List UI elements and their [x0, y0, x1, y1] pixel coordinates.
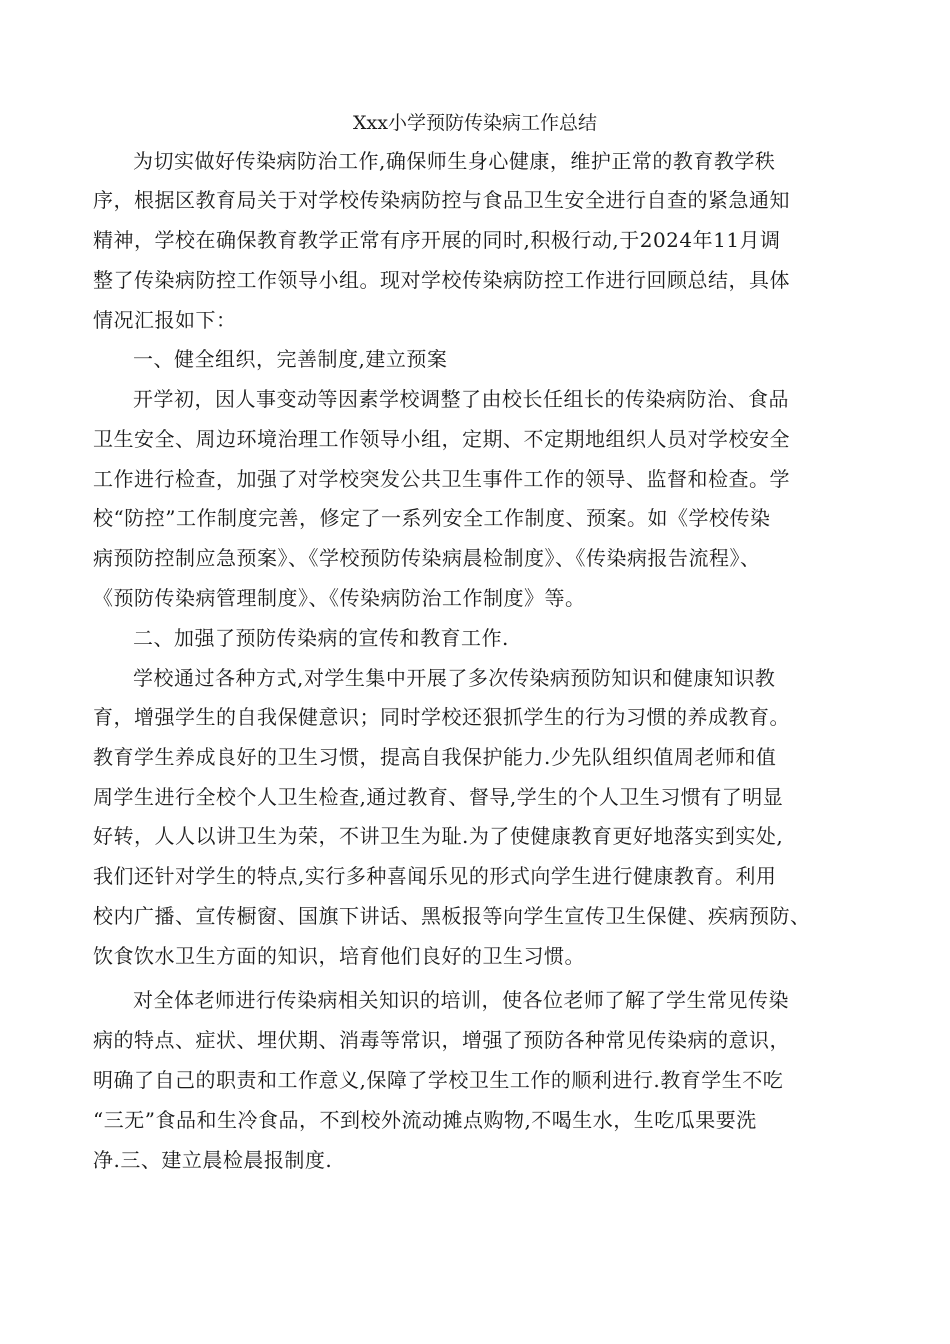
body-line: 我们还针对学生的特点,实行多种喜闻乐见的形式向学生进行健康教育。利用 [93, 864, 777, 888]
section-heading: 二、加强了预防传染病的宣传和教育工作. [133, 626, 509, 650]
document-title: Xxx小学预防传染病工作总结 [353, 112, 597, 134]
body-line: 学校通过各种方式,对学生集中开展了多次传染病预防知识和健康知识教 [133, 666, 776, 690]
body-line: 情况汇报如下： [93, 308, 237, 332]
body-line: 饮食饮水卫生方面的知识，培育他们良好的卫生习惯。 [93, 944, 585, 968]
body-line: 卫生安全、周边环境治理工作领导小组，定期、不定期地组织人员对学校安全 [93, 427, 790, 451]
body-line: 明确了自己的职责和工作意义,保障了学校卫生工作的顺利进行.教育学生不吃 [93, 1068, 784, 1092]
body-line: 校“防控”工作制度完善，修定了一系列安全工作制度、预案。如《学校传染 [93, 506, 771, 530]
section-heading: 一、健全组织，完善制度,建立预案 [133, 347, 448, 371]
body-line: 病的特点、症状、埋伏期、消毒等常识，增强了预防各种常见传染病的意识， [93, 1028, 790, 1052]
body-line: 教育学生养成良好的卫生习惯，提高自我保护能力.少先队组织值周老师和值 [93, 745, 777, 769]
body-line: 好转，人人以讲卫生为荣，不讲卫生为耻.为了使健康教育更好地落实到实处, [93, 824, 784, 848]
body-line: 序，根据区教育局关于对学校传染病防控与食品卫生安全进行自查的紧急通知 [93, 188, 790, 212]
body-line: 育，增强学生的自我保健意识；同时学校还狠抓学生的行为习惯的养成教育。 [93, 705, 790, 729]
body-line: 开学初，因人事变动等因素学校调整了由校长任组长的传染病防治、食品 [133, 387, 789, 411]
body-line: 工作进行检查，加强了对学校突发公共卫生事件工作的领导、监督和检查。学 [93, 467, 790, 491]
body-line: 整了传染病防控工作领导小组。现对学校传染病防控工作进行回顾总结，具体 [93, 268, 790, 292]
body-line: 对全体老师进行传染病相关知识的培训，使各位老师了解了学生常见传染 [133, 988, 789, 1012]
body-line: 周学生进行全校个人卫生检查,通过教育、督导,学生的个人卫生习惯有了明显 [93, 785, 784, 809]
body-line: “三无”食品和生冷食品，不到校外流动摊点购物,不喝生水，生吃瓜果要洗 [93, 1108, 757, 1132]
body-line: 《预防传染病管理制度》、《传染病防治工作制度》等。 [93, 586, 586, 610]
body-line: 为切实做好传染病防治工作,确保师生身心健康，维护正常的教育教学秩 [133, 149, 776, 173]
body-line: 净.三、建立晨检晨报制度. [93, 1148, 333, 1172]
body-line: 病预防控制应急预案》、《学校预防传染病晨检制度》、《传染病报告流程》、 [93, 546, 761, 570]
body-line: 校内广播、宣传橱窗、国旗下讲话、黑板报等向学生宣传卫生保健、疾病预防、 [93, 904, 811, 928]
body-line: 精神，学校在确保教育教学正常有序开展的同时,积极行动,于2024年11月调 [93, 228, 781, 252]
